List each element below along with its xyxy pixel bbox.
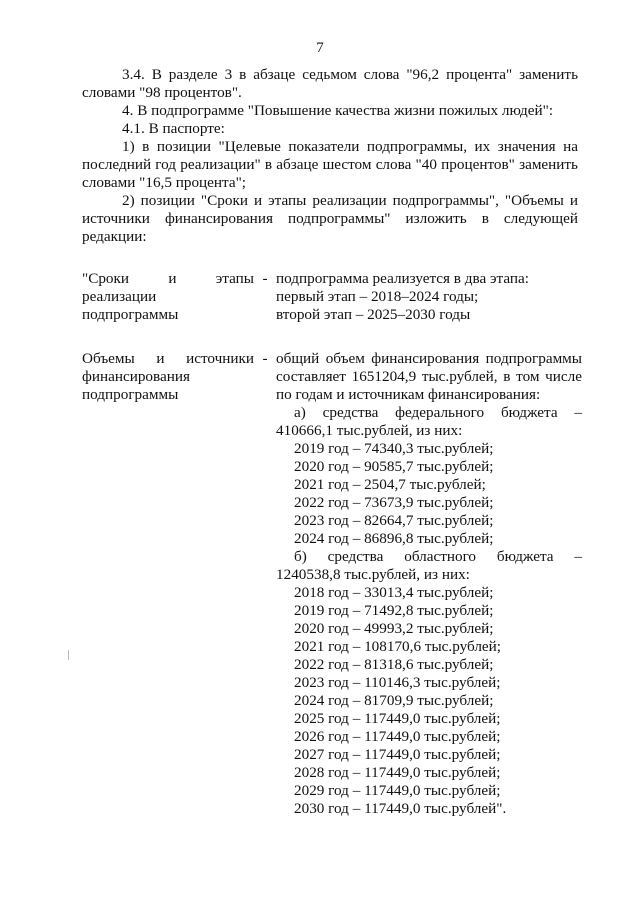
year-line: 2019 год – 71492,8 тыс.рублей; [294, 602, 494, 619]
paragraph-4-1: 4.1. В паспорте: [122, 120, 225, 137]
body-text [82, 66, 578, 246]
regional-header: б) средства областного бюджета – 1240538,8 тыс.рублей, из них: [276, 548, 582, 583]
year-line: 2029 год – 117449,0 тыс.рублей; [294, 782, 501, 799]
funding-value [276, 350, 582, 818]
funding-dash: - [262, 350, 268, 367]
year-line: 2023 год – 110146,3 тыс.рублей; [294, 674, 501, 691]
year-line: 2020 год – 90585,7 тыс.рублей; [294, 458, 494, 475]
year-line: 2025 год – 117449,0 тыс.рублей; [294, 710, 501, 727]
passport-row-funding [82, 350, 582, 818]
year-line: 2024 год – 86896,8 тыс.рублей; [294, 530, 494, 547]
year-line: 2024 год – 81709,9 тыс.рублей; [294, 692, 494, 709]
paragraph-item-2: 2) позиции "Сроки и этапы реализации подпрограммы", "Объемы и источники финансирования подпрограммы" изложить в следующей редакции: [82, 192, 578, 245]
regional-years-list [276, 584, 582, 818]
year-line: 2026 год – 117449,0 тыс.рублей; [294, 728, 501, 745]
scan-mark [68, 650, 69, 660]
passport-table [82, 270, 582, 818]
paragraph-item-1: 1) в позиции "Целевые показатели подпрограммы, их значения на последний год реализации" в абзаце шестом слова "40 процентов" заменить словами "16,5 процента"; [82, 138, 578, 191]
year-line: 2022 год – 81318,6 тыс.рублей; [294, 656, 494, 673]
federal-years-list [276, 440, 582, 548]
year-line: 2027 год – 117449,0 тыс.рублей; [294, 746, 501, 763]
year-line: 2020 год – 49993,2 тыс.рублей; [294, 620, 494, 637]
page-number: 7 [316, 40, 324, 56]
year-line: 2021 год – 2504,7 тыс.рублей; [294, 476, 486, 493]
paragraph-4: 4. В подпрограмме "Повышение качества жизни пожилых людей": [122, 102, 554, 119]
funding-label: Объемы и источники финансирования подпрограммы [82, 350, 254, 403]
year-line: 2030 год – 117449,0 тыс.рублей". [294, 800, 507, 817]
terms-line: второй этап – 2025–2030 годы [276, 306, 471, 323]
federal-header: а) средства федерального бюджета – 410666,1 тыс.рублей, из них: [276, 404, 582, 439]
terms-line: подпрограмма реализуется в два этапа: [276, 270, 529, 287]
year-line: 2019 год – 74340,3 тыс.рублей; [294, 440, 494, 457]
year-line: 2023 год – 82664,7 тыс.рублей; [294, 512, 494, 529]
passport-row-terms [82, 270, 582, 324]
terms-value [276, 270, 582, 324]
year-line: 2018 год – 33013,4 тыс.рублей; [294, 584, 494, 601]
year-line: 2022 год – 73673,9 тыс.рублей; [294, 494, 494, 511]
paragraph-3-4: 3.4. В разделе 3 в абзаце седьмом слова "96,2 процента" заменить словами "98 процентов". [82, 66, 578, 101]
terms-line: первый этап – 2018–2024 годы; [276, 288, 479, 305]
terms-dash: - [262, 270, 268, 287]
funding-intro: общий объем финансирования подпрограммы составляет 1651204,9 тыс.рублей, в том числе по годам и источникам финансирования: [276, 350, 582, 403]
terms-label: "Сроки и этапы реализации подпрограммы [82, 270, 254, 323]
year-line: 2021 год – 108170,6 тыс.рублей; [294, 638, 502, 655]
year-line: 2028 год – 117449,0 тыс.рублей; [294, 764, 501, 781]
